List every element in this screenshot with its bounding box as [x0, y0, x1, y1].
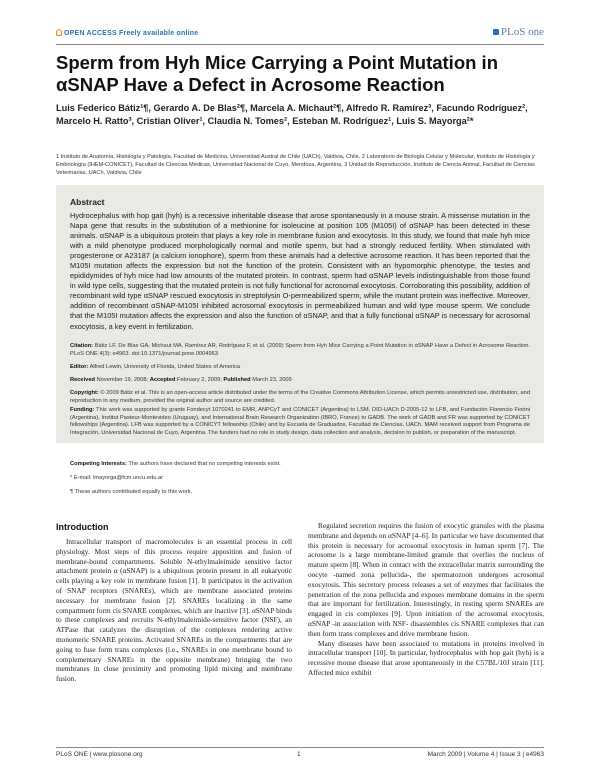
open-lock-icon — [56, 29, 62, 36]
introduction-heading: Introduction — [56, 522, 109, 532]
intro-paragraph-3: Many diseases have been associated to mutations in proteins involved in intracellular transport [10]. In particular, hydrocephalus with hop gait (hyh) is a recessive mouse disease that arose spontaneously in the C57BL/10J strain [11]. Affected mice exhibit — [308, 638, 544, 677]
page-number: 1 — [297, 751, 301, 758]
abstract-text: Hydrocephalus with hop gait (hyh) is a recessive inheritable disease that arose spontaneously in a mouse strain. A missense mutation in the Napa gene that results in the substitution of a methionine for isoleucine at position 105 (M105I) of αSNAP has been detected in these animals. αSNAP is a ubiquitous protein that plays a key role in membrane fusion and exocytosis. In this study, we found that male hyh mice with a mild phenotype produced morphologically normal and motile sperm, but had a strongly reduced fertility. When stimulated with progesterone or A23187 (a calcium ionophore), sperm from these animals had a defective acrosome reaction. It has been reported that the M105I mutation affects the expression but not the function of the protein. Consistent with an hypomorphic phenotype, the testes and epididymides of hyh mice had low amounts of the mutated protein. In contrast, sperm had αSNAP levels indistinguishable from those found in wild type cells, suggesting that the mutated protein is not fully functional for acrosomal exocytosis. Corroborating this possibility, addition of recombinant wild type αSNAP rescued exocytosis in streptolysin O-permeabilized sperm, while the mutant protein was ineffective. Moreover, addition of recombinant αSNAP-M105I inhibited acrosomal exocytosis in permeabilized human and wild type mouse sperm. We conclude that the M105I mutation affects the expression and also the function of αSNAP, and that a fully functional αSNAP is necessary for acrosomal exocytosis, a key event in fertilization. — [70, 211, 530, 331]
author-list: Luis Federico Bátiz¹¶, Gerardo A. De Blas²¶, Marcela A. Michaut²¶, Alfredo R. Ramírez³, Facundo Rodríguez², Marcelo H. Ratto³, Cristian Oliver¹, Claudia N. Tomes², Esteban M. Rodríguez¹, Luis S. Mayorga²* — [56, 103, 528, 126]
journal-header — [56, 28, 544, 42]
intro-column-left — [56, 537, 292, 684]
competing-interests: Competing Interests: The authors have declared that no competing interests exist. — [70, 461, 281, 467]
intro-paragraph-2: Regulated secretion requires the fusion of exocytic granules with the plasma membrane and depends on αSNAP [4–6]. In particular we have documented that this protein is necessary for acrosomal exocytosis in human sperm [7]. The acrosome is a large membrane-limited granule that overlies the nucleus of mature sperm [8]. When in contact with the extracellular matrix surrounding the oocyte -named zona pellucida-, the spermatozoon undergoes acrosomal exocytosis. This secretory process releases a set of enzymes that facilitates the penetration of the zona pellucida and exposes membrane domains in the sperm that are important for fertilization. Interestingly, in resting sperm SNAREs are engaged in cis complexes [9]. Upon initiation of the acrosomal exocytosis, αSNAP -in association with NSF- disassembles cis SNARE complexes that can then form trans complexes and drive membrane fusion. — [308, 521, 544, 638]
plos-one-logo: PLoS one — [493, 26, 544, 38]
plos-logo-mark-icon — [493, 29, 499, 35]
citation: Citation: Bátiz LF, De Blas GA, Michaut MA, Ramírez AR, Rodríguez F, et al. (2009) Sperm from Hyh Mice Carrying a Point Mutation in αSNAP Have a Defect in Acrosome Reaction. PLoS ONE 4(3): e4963. doi:10.1371/journal.pone.0004963 — [70, 343, 530, 357]
abstract-heading: Abstract — [70, 197, 105, 207]
editor: Editor: Alfred Lewin, University of Florida, United States of America — [70, 364, 241, 370]
footer-issue-info: March 2009 | Volume 4 | Issue 3 | e4963 — [427, 751, 544, 758]
abstract-box — [56, 185, 544, 443]
header-rule — [56, 44, 544, 45]
equal-contribution-note: ¶ These authors contributed equally to this work. — [70, 489, 193, 495]
funding: Funding: This work was supported by grants Fondecyt 1070241 to EMR, ANPCyT and CONICET (Argentina) to LSM, DID-UACh D-2005-12 to LFB, and Fundación Florencio Fiorini (Argentina), Institut Pasteur-Montevideo (Uruguay), and International Brain Research Organization (IBRO, France) to GADB. The work of GADB and FR was supported by CONICET fellowships (Argentina). LFB was supported by a CONICYT fellowship (Chile) and by Escuela de Graduados, Facultad de Ciencias, UACh. MAM received support from Programa de Integración, Universidad Nacional de Cuyo, Argentina. The funders had no role in study design, data collection and analysis, decision to publish, or preparation of the manuscript. — [70, 407, 530, 436]
footer-rule — [56, 747, 544, 748]
footer-journal-url[interactable]: PLoS ONE | www.plosone.org — [56, 751, 143, 758]
article-dates: Received November 19, 2008; Accepted February 2, 2009; Published March 23, 2009 — [70, 377, 292, 383]
affiliations: 1 Instituto de Anatomía, Histología y Patología, Facultad de Medicina, Universidad Austral de Chile (UACh), Valdivia, Chile, 2 Laboratorio de Biología Celular y Molecular, Instituto de Histología y Embriología (IHEM-CONICET), Facultad de Ciencias Médicas, Universidad Nacional de Cuyo, Mendoza, Argentina, 3 Unidad de Reproducción, Instituto de Ciencia Animal, Facultad de Ciencias Veterinarias, UACh, Valdivia, Chile — [56, 154, 535, 176]
copyright: Copyright: © 2009 Bátiz et al. This is an open-access article distributed under the terms of the Creative Commons Attribution License, which permits unrestricted use, distribution, and reproduction in any medium, provided the original author and source are credited. — [70, 390, 530, 404]
corresponding-email[interactable]: * E-mail: lmayorga@fcm.uncu.edu.ar — [70, 475, 164, 481]
intro-column-right — [308, 521, 544, 678]
article-title: Sperm from Hyh Mice Carrying a Point Mutation in αSNAP Have a Defect in Acrosome Reaction — [56, 52, 498, 95]
intro-paragraph-1: Intracellular transport of macromolecules is an essential process in cell physiology. Most steps of this process require apposition and fusion of membrane-bound compartments. Soluble N-ethylmaleimide sensitive factor attachment protein α (αSNAP) is a ubiquitous protein present in all eukaryotic cells playing a key role in membrane fusion [1]. It participates in the activation of SNAP receptors (SNAREs), which are membrane associated proteins necessary for membrane fusion [2]. SNAREs localizing in the same compartment form cis SNARE complexes, which are inactive [3]. αSNAP binds to these complexes and recruits N-ethylmaleimide-sensitive factor (NSF), an ATPase that catalyzes the disruption of the complexes rendering active monomeric SNARE proteins. Activated SNAREs in the compartments that are going to fuse form trans complexes (i.e., SNAREs in one membrane bound to complementary SNAREs in the opposite membrane) bringing the two membranes in close proximity and promoting lipid mixing and membrane fusion. — [56, 537, 292, 684]
open-access-badge: OPEN ACCESS Freely available online — [56, 29, 198, 37]
